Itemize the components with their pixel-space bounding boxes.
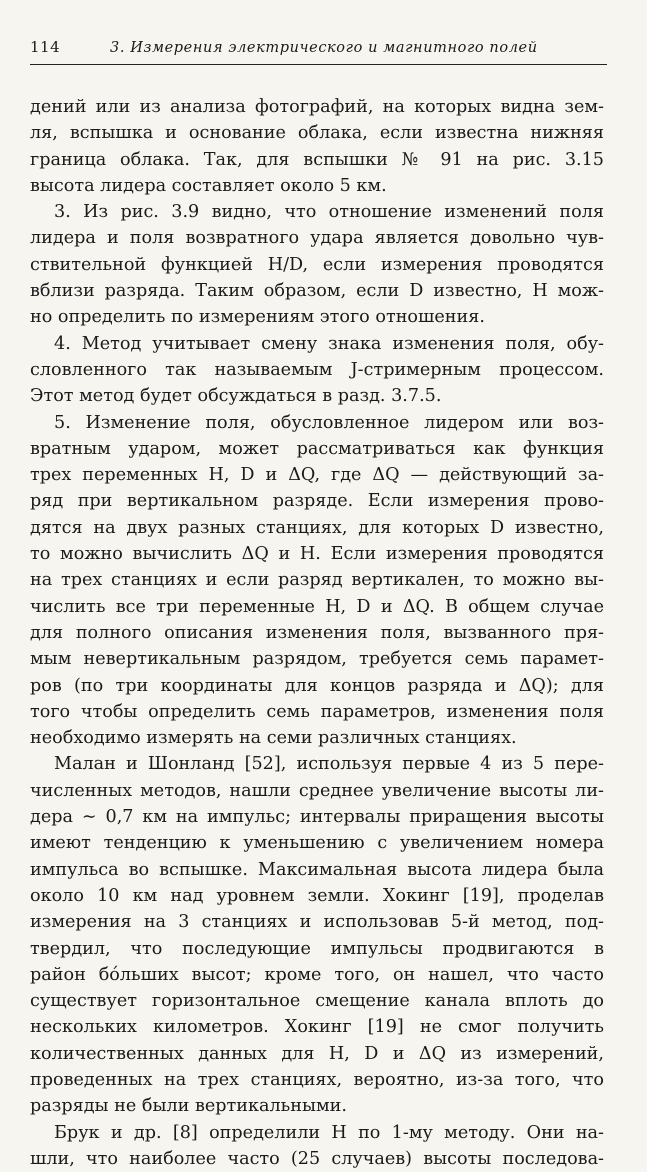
text-line: дера ∼ 0,7 км на импульс; интервалы приращения высоты xyxy=(30,807,604,828)
running-title: 3. Измерения электрического и магнитного полей xyxy=(110,40,538,56)
text-line: трех переменных H, D и ΔQ, где ΔQ — действующий за- xyxy=(30,465,604,486)
text-line: 4. Метод учитывает смену знака изменения поля, обу- xyxy=(54,333,604,354)
text-line: словленного так называемым J-стримерным процессом. xyxy=(30,359,604,380)
text-line: лидера и поля возвратного удара является довольно чув- xyxy=(30,228,604,249)
text-line: существует горизонтальное смещение канала вплоть до xyxy=(30,991,604,1012)
text-line: измерения на 3 станциях и использовав 5-й метод, под- xyxy=(30,912,604,933)
text-line: количественных данных для H, D и ΔQ из измерений, xyxy=(30,1043,604,1064)
text-line: твердил, что последующие импульсы продвигаются в xyxy=(30,938,604,959)
text-line: проведенных на трех станциях, вероятно, из-за того, что xyxy=(30,1069,604,1090)
text-line: на трех станциях и если разряд вертикален, то можно вы- xyxy=(30,570,604,591)
text-line: около 10 км над уровнем земли. Хокинг [19], проделав xyxy=(30,885,604,906)
text-line: нескольких километров. Хокинг [19] не смог получить xyxy=(30,1017,604,1038)
text-line: разряды не были вертикальными. xyxy=(30,1096,347,1117)
text-line: того чтобы определить семь параметров, изменения поля xyxy=(30,701,604,722)
text-line: ствительной функцией H/D, если измерения проводятся xyxy=(30,254,604,275)
text-line: дятся на двух разных станциях, для которых D известно, xyxy=(30,517,604,538)
text-line: мым невертикальным разрядом, требуется семь парамет- xyxy=(30,649,604,670)
text-line: имеют тенденцию к уменьшению с увеличением номера xyxy=(30,833,604,854)
text-line: вратным ударом, может рассматриваться как функция xyxy=(30,438,604,459)
text-line: 3. Из рис. 3.9 видно, что отношение изменений поля xyxy=(54,202,604,223)
page-number: 114 xyxy=(30,38,61,56)
text-line: импульса во вспышке. Максимальная высота лидера была xyxy=(30,859,604,880)
text-line: то можно вычислить ΔQ и H. Если измерения проводятся xyxy=(30,544,604,565)
text-line: ряд при вертикальном разряде. Если измерения прово- xyxy=(30,491,604,512)
text-line: но определить по измерениям этого отношения. xyxy=(30,307,485,328)
text-line: численных методов, нашли среднее увеличение высоты ли- xyxy=(30,780,604,801)
text-line: ля, вспышка и основание облака, если известна нижняя xyxy=(30,123,604,144)
text-line: необходимо измерять на семи различных станциях. xyxy=(30,728,517,749)
text-line: ров (по три координаты для концов разряда и ΔQ); для xyxy=(30,675,604,696)
text-line: числить все три переменные H, D и ΔQ. В общем случае xyxy=(30,596,604,617)
text-line: граница облака. Так, для вспышки № 91 на рис. 3.15 xyxy=(30,149,604,170)
running-header xyxy=(30,38,607,65)
text-line: шли, что наиболее часто (25 случаев) высоты последова- xyxy=(30,1148,604,1169)
text-line: для полного описания изменения поля, вызванного пря- xyxy=(30,622,604,643)
text-line: Брук и др. [8] определили H по 1-му методу. Они на- xyxy=(54,1122,604,1143)
text-line: Малан и Шонланд [52], используя первые 4 из 5 пере- xyxy=(54,754,604,775)
body-text xyxy=(30,94,604,1172)
text-line: дений или из анализа фотографий, на которых видна зем- xyxy=(30,97,604,117)
text-line: район бóльших высот; кроме того, он нашел, что часто xyxy=(30,964,604,985)
text-line: Этот метод будет обсуждаться в разд. 3.7.5. xyxy=(30,386,442,407)
text-line: высота лидера составляет около 5 км. xyxy=(30,175,387,196)
text-line: 5. Изменение поля, обусловленное лидером или воз- xyxy=(54,412,604,433)
text-line: вблизи разряда. Таким образом, если D известно, H мож- xyxy=(30,281,604,302)
